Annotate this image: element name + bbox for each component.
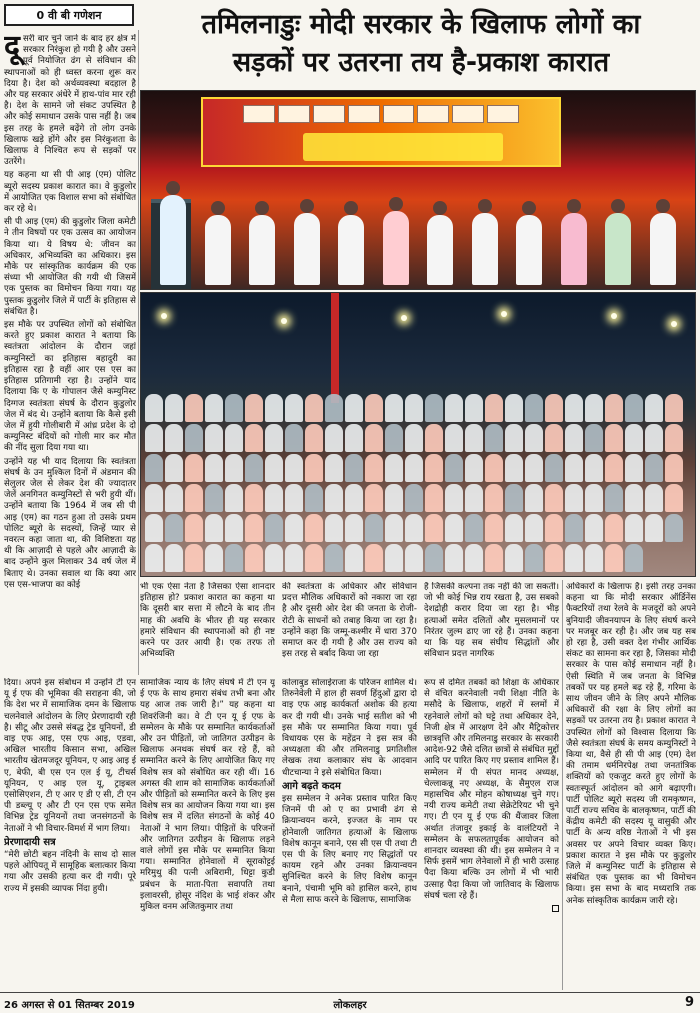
row2-col-3b-text: इस सम्मेलन ने अनेक प्रस्ताव पारित किए जिनमें पी ओ ए का प्रभावी ढंग से क्रियान्वयन करने, इज्जत के नाम पर होनेवाली जातिगत हत्याओं के खिलाफ विशेष कानून बनाने, एस सी एस पी तथा टी एस पी के लिए बनाए गए सिद्धांतों पर कायम रहने और उनका क्रियान्वयन सुनिश्चित करने के लिए विशेष कानून बनाने, पंचामी भूमि को हासिल करने, हाथ से मैला साफ करने के खिलाफ, सामाजिक [282, 794, 417, 905]
page-number: 9 [684, 995, 694, 1010]
row2-col-2: सामाजिक न्याय के लिए संघर्ष में टी एन यू ई एफ के साथ हमारा संबंध तभी बना और यह आज तक जारी है।” यह कहना था शिवरंजिनी का। वे टी एन यू ई एफ के सम्मेलन के मौके पर सम्मानित कार्यकर्ताओं और उन पीड़ितों, जो जातिगत उत्पीड़न के खिलाफ अनथक संघर्ष कर रहे हैं, को सम्मानित करने के लिए आयोजित किए गए विशेष सत्र को संबोधित कर रही थीं। 16 अगस्त की शाम को सामाजिक कार्यकर्ताओं और पीड़ितों को सम्मानित करने के लिए इस विशेष सत्र का आयोजन किया गया था। इस विशेष सत्र में दलित संगठनों के कोई 40 नेताओं ने भाग लिया। पीड़ितों के परिजनों और जातिगत उत्पीड़न के खिलाफ लड़ने वाले लोगों इस मौके पर सम्मानित किया गया। सम्मानित होनेवालों में सूराकोट्टई मरिमुथु की पत्नी अबिरामी, धिट्टा कुडी प्रबंधन के माता-पिता सवापति तथा इलावरसी, होसूर नंदिश के भाई शंकर और मुकिल वनम अजितकुमार तथा [140, 678, 275, 913]
issue-date: 26 अगस्त से 01 सितम्बर 2019 [4, 1000, 135, 1011]
headline-line-1: तमिलनाडुः मोदी सरकार के खिलाफ लोगों का [201, 9, 641, 40]
publication-name: लोकलहर [333, 1000, 367, 1011]
left-paragraph: सी पी आइ (एम) की कुडुलोर जिला कमेटी ने तीन विषयों पर एक उत्सव का आयोजन किया था। ये विषय थे: जीवन का अधिकार, अभिव्यक्ति का अधिकार। इस मौके पर सांस्कृतिक कार्यक्रम की एक संध्या भी आयोजित की गयी थी जिसमें एक पुस्तक का विमोचन किया गया। यह पुस्तक कुडुलोर जिले में पार्टी के इतिहास से संबंधित है। [4, 217, 136, 317]
stage-banner [201, 97, 561, 167]
row2-col-1b-text: “मेरी छोटी बहन नंदिनी के साथ दो साल पहले ओपियतू में सामूहिक बलात्कार किया गया और उसकी हत्या कर दी गयी। पूरे राज्य में इसकी व्यापक निंदा हुयी। [4, 850, 136, 894]
row1-col-b: की स्वतंत्रता के अधिकार और संविधान प्रदत्त मौलिक अधिकारों को नकारा जा रहा है और दूसरी ओर देश की जनता के रोजी-रोटी के साधनों को तबाह किया जा रहा है। उन्होंने कहा कि जम्मू-कश्मीर में धारा 370 समाप्त कर दी गयी है और उस राज्य को इस तरह से बर्बाद किया जा रहा [282, 582, 417, 660]
left-paragraph: उन्होंने यह भी याद दिलाया कि स्वतंत्रता संघर्ष के उन मुश्किल दिनों में अंडमान की सेलुलर जेल से लेकर देश की ज्यादातर जेलें अनगिनत कम्युनिस्टों से भरी हुयी थीं। उन्होंने बताया कि 1964 में जब सी पी आइ (एम) का गठन हुआ तो उसके प्रथम पोलिट ब्यूरो के सदस्यों, जिन्हें प्यार से नवरत्न कहा जाता था, की विशिष्टता यह थी कि आज़ादी से पहले और आज़ादी के बाद उन्होंने कुल मिलाकर 34 वर्ष जेल में बिताए थे। उनका सवाल था कि क्या आर एस एस-भाजपा का कोई [4, 456, 136, 590]
left-paragraph: इस मौके पर उपस्थित लोगों को संबोधित करते हुए प्रकाश कारात ने बताया कि स्वतंत्रता आंदोलन के दौरान जहां कम्युनिस्टों का इतिहास बहादुरी का इतिहास रहा है वहीं आर एस एस का इतिहास प्रतिगामी रहा है। उन्होंने याद दिलाया कि ए के गोपालन जैसे कम्युनिस्ट दिग्गज स्वतंत्रता संघर्ष के दौरान कुडुलोर जेल में बंद थे। उन्होंने बताया कि कैसे इसी जेल में हुयी गोलीबारी में आंध्र प्रदेश के दो कम्युनिस्ट बंदियों को गोली मार कर मौत की नींद सुला दिया गया था। [4, 320, 136, 454]
headline [146, 6, 696, 82]
subheading-forward-steps: आगे बढ़ते कदम [282, 780, 341, 792]
headline-line-2: सड़कों पर उतरना तय है-प्रकाश कारात [232, 47, 610, 78]
subheading-inspiring-session: प्रेरणादायी सत्र [4, 836, 56, 848]
stage-photo [140, 90, 696, 290]
row1-col-c: है जिसकी कल्पना तक नहीं की जा सकती। जो भी कोई भिन्न राय रखता है, उस सबको देशद्रोही करार दिया जा रहा है। भीड़ हत्याओं समेत दलितों और मुसलमानों पर निरंतर जुल्म ढाए जा रहे हैं। उनका कहना था कि यह सब संघीय सिद्धांतों और संविधान प्रदत्त नागरिक [424, 582, 559, 660]
end-mark-icon [552, 905, 559, 912]
left-column [4, 34, 136, 670]
row2-col-1 [4, 678, 136, 990]
row2-col-4-text: रूप से दमित तबकों को शिक्षा के अधिकार से वंचित करनेवाली नयी शिक्षा नीति के मसौदे के खिलाफ, शहरों में स्लमों में रहनेवाले लोगों को घट्टे तथा अधिकार देने, निजी क्षेत्र में आरक्षण देने और मैट्रिकोत्तर छात्रवृत्ति और तमिलनाडु सरकार के सरकारी आदेश-92 जैसे दलित छात्रों से संबंधित मुद्दों आदि पर पारित किए गए प्रस्ताव शामिल हैं। सम्मेलन में पी संपत मानद अध्यक्ष, चेल्लाकन्नू नए अध्यक्ष, के सैमुएल राज महासचिव और मोहन कोषाध्यक्ष चुने गए। नयी राज्य कमेटी तथा सेक्रेटेरियट भी चुने गए। टी एन यू ई एफ की थैंजावर जिला अर्थात तंजावूर इकाई के वालंटियरों ने सम्मेलन के सफलतापूर्वक आयोजन को शानदार व्यवस्था की थी। इस सम्मेलन ने न सिर्फ इसमें भाग लेनेवालों में ही भारी उत्साह पैदा किया बल्कि उन लोगों में भी भारी उत्साह पैदा किया जो जातिवाद के खिलाफ संघर्ष चला रहे हैं। [424, 678, 559, 901]
crowd [141, 406, 695, 576]
row2-col-4 [424, 678, 559, 990]
left-paragraph: यह कहना था सी पी आइ (एम) पोलिट ब्यूरो सदस्य प्रकाश कारात का। वे कुडुलोर में आयोजित एक विशाल सभा को संबोधित कर रहे थे। [4, 170, 136, 215]
row2-col-3 [282, 678, 417, 990]
stage-people [141, 169, 695, 289]
byline: 0 वी बी गणेशन [4, 4, 134, 26]
footer [0, 995, 700, 1013]
dropcap: दू [4, 34, 20, 64]
crowd-photo [140, 292, 696, 577]
row1-col-d: अधिकारों के खिलाफ है। इसी तरह उनका कहना था कि मोदी सरकार ऑर्डिनेंस फैक्टरियों तथा रेलवे के मजदूरों को अपने बुनियादी जीवनयापन के लिए संघर्ष करने पर मजबूर कर रही है। और जब यह सब हो रहा है, उसी वक्त देश गंभीर आर्थिक संकट का सामना कर रहा है, जिसका मोदी सरकार के पास कोई समाधान नहीं है। ऐसी स्थिति में जब जनता के विभिन्न तबकों पर यह हमले बढ़ रहे हैं, गरिमा के साथ जीवन जीने के लिए अपने मौलिक अधिकारों की रक्षा के लिए लोगों का सड़कों पर उतरना तय है। प्रकाश कारात ने उपस्थित लोगों को विश्वास दिलाया कि जैसे स्वतंत्रता संघर्ष के समय कम्युनिस्टों ने किया था, वैसे ही सी पी आइ (एम) देश की तमाम धर्मनिरपेक्ष तथा जनतांत्रिक शक्तियों को एकजुट करते हुए लोगों के स्वतःस्फूर्त आंदोलन को आगे बढ़ाएगी। पार्टी पोलिट ब्यूरो सदस्य जी रामकृष्णन, पार्टी राज्य सचिव के बालकृष्णन, पार्टी की केंद्रीय कमेटी की सदस्य यू वासुकी और पार्टी के अन्य वरिष्ठ नेताओं ने भी इस अवसर पर अपने विचार व्यक्त किए। प्रकाश कारात ने इस मौके पर कुडुलोर जिले में कम्युनिस्ट पार्टी के इतिहास से संबंधित एक पुस्तक का भी विमोचन किया। इस सभा के बाद मध्यरात्रि तक अनेक सांस्कृतिक कार्यक्रम जारी रहे। [566, 582, 696, 906]
left-paragraph: सरी बार चुने जाने के बाद हर क्षेत्र में सरकार निरंकुश हो गयी है और उसने पूर्व नियोजित ढंग से संविधान की स्थापनाओं को ही ध्वस्त करना शुरू कर दिया है। देश को अर्थव्यवस्था बदहाल है और यह सरकार अंधेरे में हाथ-पांव मार रही है। देश के सामने जो संकट उपस्थित है और कोई समाधान उसके पास नहीं है। जब इस तरह के हमले बढ़ेंगे तो लोग उनके खिलाफ खड़े होंगे और इस निरंकुशता के खिलाफ वे निश्चित रूप से सड़कों पर उतरेंगे। [4, 34, 136, 168]
row2-col-1-text: दिया। अपने इस संबोधन में उन्होंने टी एन यू ई एफ की भूमिका की सराहना की, जो कि देश भर में सामाजिक दमन के खिलाफ चलनेवाले आंदोलन के लिए प्रेरणादायी रही है। सीटू और उससे संबद्ध ट्रेड यूनियनों, डी वाइ एफ आइ, एस एफ आइ, एडवा, अखिल भारतीय किसान सभा, अखिल भारतीय खेतमजदूर यूनियन, ए आइ आइ ई ए, बेफी, बी एस एन एल ई यू, टीचर्स यूनियन, ए आइ एल यू, ट्राइबल एसोसिएशन, टी ए आर ए डी ए सी, टी एन पी डब्ल्यू ए और टी एन एस एफ समेत विभिन्न ट्रेड यूनियनों तथा जनसंगठनों के नेताओं ने भी विचार-विमर्श में भाग लिया। [4, 678, 136, 834]
row1-col-a: भी एक ऐसा नेता है जिसका ऐसा शानदार इतिहास हो? प्रकाश कारात का कहना था कि दूसरी बार सत्ता में लौटने के बाद तीन माह की अवधि के भीतर ही यह सरकार हमारे संविधान की स्थापनाओं को ही नष्ट करने पर उतर आयी है। एक तरफ तो अभिव्यक्ति [140, 582, 275, 660]
row2-col-3-text: कोलाबुड सोलाईराजा के परिजन शामिल थे। तिरुनेवेली में हाल ही सवर्ण हिंदुओं द्वारा दो वाइ एफ आइ कार्यकर्ता अशोक की हत्या कर दी गयी थी। उनके भाई सतीश को भी इस मौके पर सम्मानित किया गया। पूर्व विधायक एस के महेंद्रन ने इस सत्र की अध्यक्षता की और तमिलनाडु प्रगतिशील लेखक तथा कलाकार संघ के आदवान धीटचान्या ने इसे संबोधित किया। [282, 678, 417, 778]
